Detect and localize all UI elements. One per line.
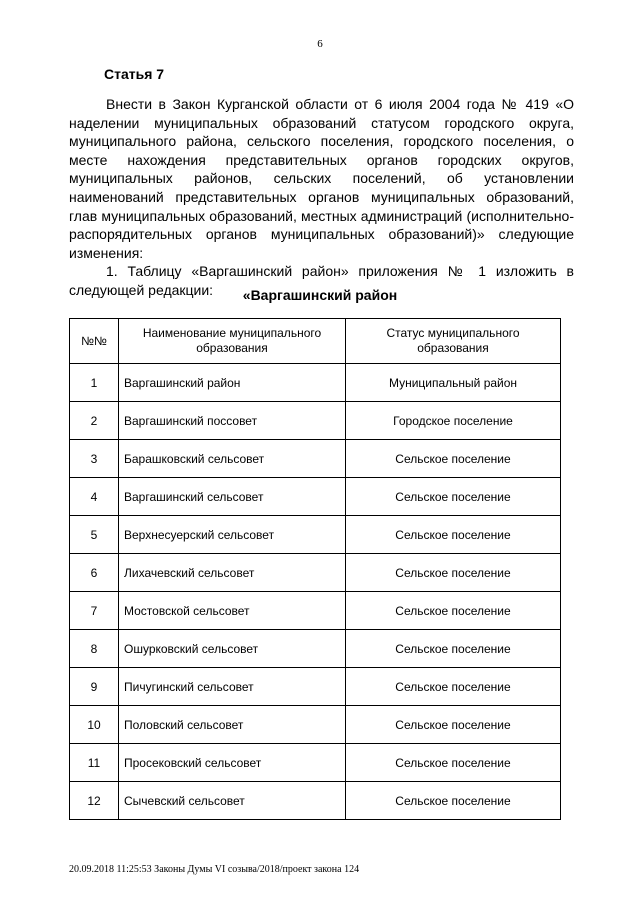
row-name: Верхнесуерский сельсовет	[119, 516, 346, 554]
row-number: 3	[70, 440, 119, 478]
article-title: Статья 7	[104, 66, 165, 82]
row-name: Просековский сельсовет	[119, 744, 346, 782]
header-status: Статус муниципального образования	[346, 319, 561, 364]
row-name: Сычевский сельсовет	[119, 782, 346, 820]
row-status: Сельское поселение	[346, 668, 561, 706]
table-row	[70, 630, 561, 668]
row-number: 6	[70, 554, 119, 592]
row-name: Варгашинский сельсовет	[119, 478, 346, 516]
row-name: Половский сельсовет	[119, 706, 346, 744]
table-row	[70, 402, 561, 440]
row-status: Сельское поселение	[346, 630, 561, 668]
table-row	[70, 440, 561, 478]
municipal-entities-table	[69, 318, 561, 820]
row-number: 9	[70, 668, 119, 706]
header-name: Наименование муниципального образования	[119, 319, 346, 364]
table-row	[70, 364, 561, 402]
table-row	[70, 478, 561, 516]
article-body	[69, 95, 574, 300]
row-number: 1	[70, 364, 119, 402]
table-row	[70, 668, 561, 706]
row-number: 2	[70, 402, 119, 440]
row-name: Ошурковский сельсовет	[119, 630, 346, 668]
row-number: 10	[70, 706, 119, 744]
table-row	[70, 516, 561, 554]
row-number: 5	[70, 516, 119, 554]
footer-stamp: 20.09.2018 11:25:53 Законы Думы VI созыва/2018/проект закона 124	[69, 864, 360, 875]
header-number: №№	[70, 319, 119, 364]
row-name: Барашковский сельсовет	[119, 440, 346, 478]
row-status: Сельское поселение	[346, 516, 561, 554]
table-row	[70, 706, 561, 744]
table-instruction-paragraph: 1. Таблицу «Варгашинский район» приложения № 1 изложить в следующей редакции:	[69, 263, 574, 298]
amendment-paragraph: Внести в Закон Курганской области от 6 июля 2004 года № 419 «О наделении муниципальных образований статусом городского округа, муниципального района, сельского поселения, городского поселения, о месте нахождения представительных органов городских округов, муниципальных районов, сельских поселений, об установлении наименований представительных органов муниципальных образований, глав муниципальных образований, местных администраций (исполнительно-распорядительных органов муниципальных образований)» следующие изменения:	[69, 96, 574, 261]
row-number: 8	[70, 630, 119, 668]
table-caption: «Варгашинский район	[242, 287, 398, 303]
row-number: 11	[70, 744, 119, 782]
row-status: Сельское поселение	[346, 554, 561, 592]
row-status: Сельское поселение	[346, 706, 561, 744]
row-number: 4	[70, 478, 119, 516]
row-name: Лихачевский сельсовет	[119, 554, 346, 592]
page-number: 6	[317, 38, 323, 50]
row-status: Сельское поселение	[346, 478, 561, 516]
row-status: Сельское поселение	[346, 782, 561, 820]
row-name: Мостовской сельсовет	[119, 592, 346, 630]
table-row	[70, 782, 561, 820]
row-status: Муниципальный район	[346, 364, 561, 402]
row-status: Сельское поселение	[346, 592, 561, 630]
table-row	[70, 554, 561, 592]
row-status: Сельское поселение	[346, 440, 561, 478]
table-row	[70, 744, 561, 782]
row-number: 7	[70, 592, 119, 630]
row-name: Варгашинский поссовет	[119, 402, 346, 440]
row-status: Городское поселение	[346, 402, 561, 440]
row-name: Варгашинский район	[119, 364, 346, 402]
row-number: 12	[70, 782, 119, 820]
row-status: Сельское поселение	[346, 744, 561, 782]
table-body	[70, 364, 561, 820]
table-row	[70, 592, 561, 630]
table-header-row	[70, 319, 561, 364]
row-name: Пичугинский сельсовет	[119, 668, 346, 706]
